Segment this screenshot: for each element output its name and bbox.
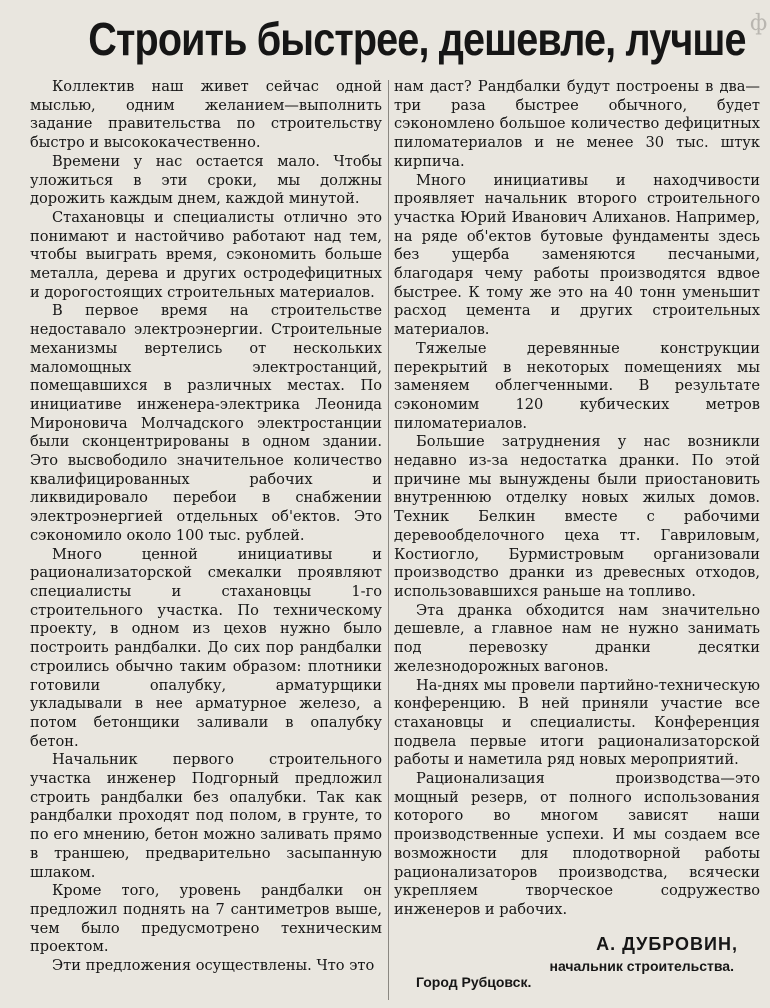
article-right-column <box>394 78 760 920</box>
paragraph: Тяжелые деревянные конструкции перекрытий в некоторых помещениях мы заменяем облегченными. В результате сэкономим 120 кубических метров пиломатериалов. <box>394 339 760 432</box>
paragraph: На-днях мы провели партийно-техническую конференцию. В ней приняли участие все стахановцы и специалисты. Конференция подвела первые итоги рационализаторской работы и наметила ряд новых мероприятий. <box>394 676 760 769</box>
paragraph: Большие затруднения у нас возникли недавно из-за недостатка дранки. По этой причине мы вынуждены были приостановить внутреннюю отделку новых жилых домов. Техник Белкин вместе с рабочими деревообделочного цеха тт. Гавриловым, Костиогло, Бурмистровым организовали производство дранки из древесных отходов, использовавшихся раньше на топливо. <box>394 433 760 600</box>
paragraph: Начальник первого строительного участка инженер Подгорный предложил строить рандбалки без опалубки. Так как рандбалки проходят под полом, в грунте, то по его мнению, бетон можно заливать прямо в траншею, предварительно засыпанную шлаком. <box>30 751 382 881</box>
signature-block <box>394 928 760 1004</box>
paragraph: Кроме того, уровень рандбалки он предложил поднять на 7 сантиметров выше, чем было предусмотрено техническим проектом. <box>30 882 382 956</box>
article-left-column <box>30 78 382 976</box>
paragraph-continuation: нам даст? Рандбалки будут построены в два—три раза быстрее обычного, будет сэкономлено большое количество дефицитных пиломатериалов и не менее 30 тыс. штук кирпича. <box>394 78 760 170</box>
paragraph: Времени у нас остается мало. Чтобы уложиться в эти сроки, мы должны дорожить каждым днем, каждой минутой. <box>30 152 382 208</box>
author-name: А. ДУБРОВИН, <box>596 934 738 954</box>
paragraph: Эта дранка обходится нам значительно дешевле, а главное нам не нужно занимать под перевозку дранки десятки железнодорожных вагонов. <box>394 601 760 675</box>
paragraph: Эти предложения осуществлены. Что это <box>52 957 375 975</box>
author-title: начальник строительства. <box>549 958 734 974</box>
dateline-city: Город Рубцовск. <box>416 974 532 990</box>
paragraph: Много инициативы и находчивости проявляет начальник второго строительного участка Юрий Иванович Алиханов. Например, на ряде об'ектов бутовые фундаменты здесь без ущерба заменяются песчаными, благодаря чему работы производятся вдвое быстрее. К тому же это на 40 тонн уменьшит расход цемента и других строительных материалов. <box>394 171 760 339</box>
paragraph: Рационализация производства—это мощный резерв, от полного использования которого во многом зависят наши производственные успехи. И мы создаем все возможности для плодотворной работы рационализаторов производства, всячески укрепляем творческое содружество инженеров и рабочих. <box>394 770 760 918</box>
paragraph: В первое время на строительстве недоставало электроэнергии. Строительные механизмы вертелись от нескольких маломощных электростанций, помещавшихся в различных местах. По инициативе инженера-электрика Леонида Мироновича Молчадского электростанции были сконцентрированы в одном здании. Это высвободило значительное количество квалифицированных рабочих и ликвидировало перебои в снабжении электроэнергией отдельных об'ектов. Это сэкономило около 100 тыс. рублей. <box>30 302 382 544</box>
paragraph: Стахановцы и специалисты отлично это понимают и настойчиво работают над тем, чтобы выиграть время, сэкономить больше металла, дерева и других остродефицитных и дорогостоящих строительных материалов. <box>30 208 382 301</box>
headline: Строить быстрее, дешевле, лучше <box>88 13 746 65</box>
column-divider <box>388 80 389 1000</box>
page-edge-fragment: ф <box>750 11 768 36</box>
paragraph: Коллектив наш живет сейчас одной мыслью, одним желанием—выполнить задание правительства по строительству быстро и высококачественно. <box>30 78 382 152</box>
paragraph: Много ценной инициативы и рационализаторской смекалки проявляют специалисты и стахановцы 1-го строительного участка. По техническому проекту, в одном из цехов нужно было построить рандбалки. До сих пор рандбалки строились обычно таким образом: плотники готовили опалубку, арматурщики укладывали в нее арматурное железо, а потом бетонщики заливали в опалубку бетон. <box>30 545 382 750</box>
